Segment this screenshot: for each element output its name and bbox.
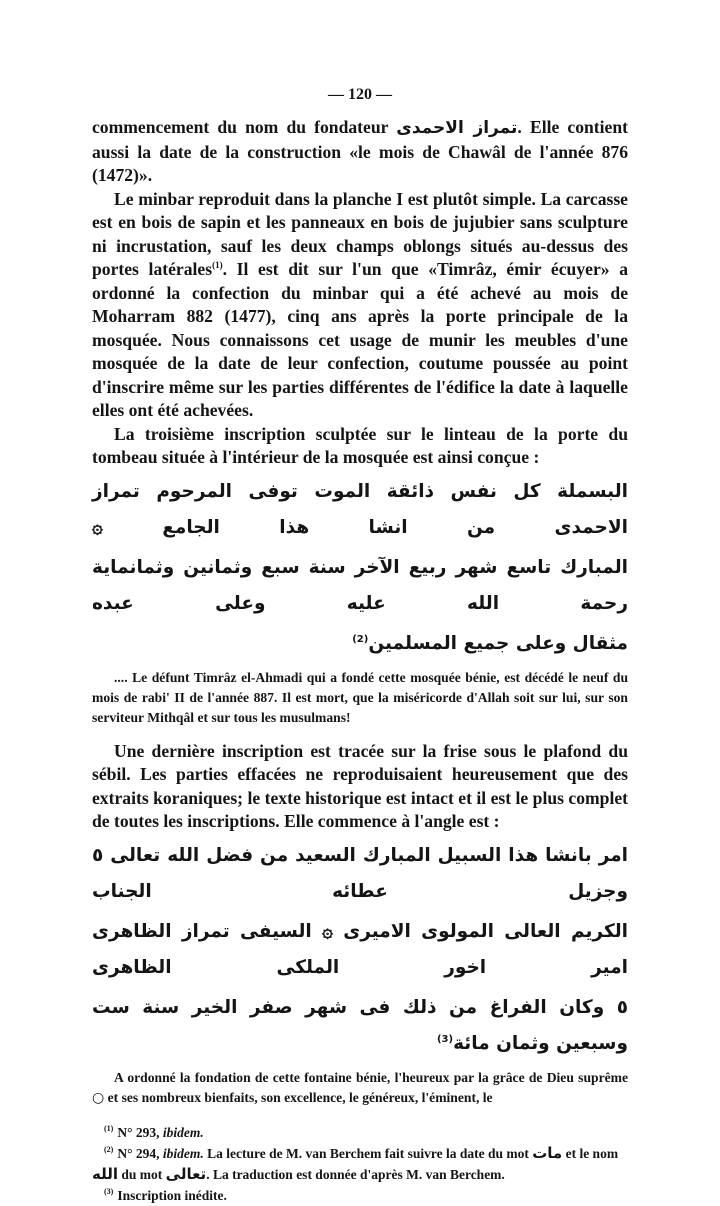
arabic-inscription-1-line-2: المبارك تاسع شهر ربيع الآخر سنة سبع وثمانين وثمانماية رحمة الله عليه وعلى عبده [92,556,628,614]
footnote-1-text: N° 293, [117,1124,163,1140]
arabic-inscription-2-line-2: الكريم العالى المولوى الاميرى ۞ السيفى تمراز الظاهرى امير اخور الملكى الظاهرى [92,920,628,978]
paragraph-2 [92,188,628,423]
para1-text-a: commencement du nom du fondateur [92,117,397,137]
footnote-2-text-4: du mot [118,1166,166,1182]
footnotes [92,1122,628,1206]
translation-2 [92,1068,628,1108]
para2-text-a: Le minbar reproduit dans la planche I est plutôt simple. La carcasse est en bois de sapin et les panneaux en bois de jujubier sans sculpture ni incrustation, sauf les deux champs oblongs situés au-dessus des portes latérales [92,188,628,279]
footnote-3 [92,1185,628,1206]
arabic-inscription-2-line-3 [92,990,628,1062]
page-content [92,86,628,1206]
arabic-inscription-2-line-3-text: ٥ وكان الفراغ من ذلك فى شهر صفر الخير سنة ست وسبعين وثمان مائة [92,996,628,1054]
footnote-2-text-1: N° 294, [117,1145,163,1161]
footnote-1-italic: ibidem. [162,1124,204,1140]
footnote-2-text-2: La lecture de M. van Berchem fait suivre la date du mot [203,1145,533,1161]
footnote-2-text-5: . La traduction est donnée d'après M. van Berchem. [206,1166,505,1182]
arabic-inscription-2-line-1: امر بانشا هذا السبيل المبارك السعيد من فضل الله تعالى ٥ وجزيل عطائه الجناب [92,844,628,902]
footnote-2-arabic-1: مات [532,1143,563,1162]
arabic-inscription-1-line-3-text: مثقال وعلى جميع المسلمين [368,632,628,654]
para2-text-b: . Il est dit sur l'un que «Timrâz, émir écuyer» a ordonné la confection du minbar qui a été achevé au mois de Moharram 882 (1477), cinq ans après la porte principale de la mosquée. Nous connaissons cet usage de munir les meubles d'une mosquée de la date de leur confection, coutume poussée au point d'inscrire même sur les parties différentes de l'édifice la date à laquelle elles ont été achevées. [92,259,629,420]
paragraph-1 [92,116,628,188]
arabic-inscription-1-line-1: البسملة كل نفس ذائقة الموت توفى المرحوم تمراز الاحمدى من انشا هذا الجامع ۞ [92,480,628,538]
footnote-2-arabic-3: تعالى [165,1164,207,1183]
footnote-2-arabic-2: الله [92,1164,118,1183]
page-number: — 120 — [328,86,392,103]
paragraph-3: La troisième inscription sculptée sur le linteau de la porte du tombeau située à l'intérieur de la mosquée est ainsi conçue : [92,423,628,467]
footnote-3-mark: (3) [104,1187,114,1196]
arabic-inscription-1-line-3 [92,626,628,662]
footnote-2-italic: ibidem. [162,1145,204,1161]
para1-arabic-name: تمراز الاحمدى [396,118,518,138]
footnote-3-text: Inscription inédite. [117,1187,227,1203]
translation-1: .... Le défunt Timrâz el-Ahmadi qui a fondé cette mosquée bénie, est décédé le neuf du mois de rabi' II de l'année 887. Il est mort, que la miséricorde d'Allah soit sur lui, sur son serviteur Mithqâl et sur tous les musulmans! [92,669,628,725]
translation-2-text-b: et ses nombreux bienfaits, son excellence, le généreux, l'éminent, le [104,1089,493,1105]
footnote-2-text-3: et le nom [562,1145,619,1161]
footnote-1-mark: (1) [104,1124,114,1133]
circle-separator-icon: ○ [92,1089,105,1106]
footnote-1 [92,1122,628,1143]
footnote-2-mark: (2) [104,1145,114,1154]
footnote-2 [92,1143,628,1185]
para1-text-b: . Elle contient aussi la date de la construction «le mois de Chawâl de l'année 876 (1472)». [92,117,628,185]
paragraph-4: Une dernière inscription est tracée sur la frise sous le plafond du sébil. Les parties effacées ne reproduisaient heureusement que des extraits koraniques; le texte historique est intact et il est le plus complet de toutes les inscriptions. Elle commence à l'angle est : [92,740,628,831]
footnote-ref-1: (1) [212,260,223,271]
footnote-ref-2: (2) [352,633,369,645]
footnote-ref-3: (3) [436,1033,454,1045]
translation-2-text-a: A ordonné la fondation de cette fontaine bénie, l'heureux par la grâce de Dieu suprême [114,1069,628,1085]
